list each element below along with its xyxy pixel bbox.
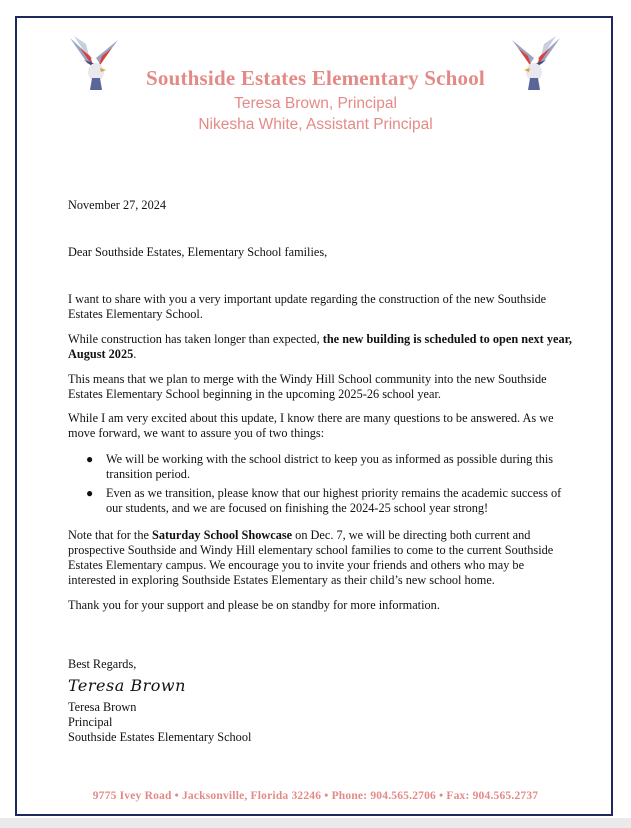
assurance-list: [68, 452, 573, 520]
footer-contact: 9775 Ivey Road • Jacksonville, Florida 32246 • Phone: 904.565.2706 • Fax: 904.565.2737: [92, 790, 539, 802]
list-item: [68, 486, 573, 516]
list-item-text: We will be working with the school district to keep you as informed as possible during this transition period.: [106, 452, 554, 481]
paragraph-showcase-intro: Note that for the: [68, 528, 153, 542]
paragraph-construction-intro: While construction has taken longer than expected,: [68, 332, 323, 346]
showcase-emphasis: Saturday School Showcase: [152, 528, 293, 542]
paragraph-thanks: Thank you for your support and please be on standby for more information.: [68, 598, 440, 612]
signer-name: Teresa Brown: [68, 700, 137, 714]
paragraph-assurance: While I am very excited about this update, I know there are many questions to be answered. As we move forward, we want to assure you of two things:: [68, 411, 554, 440]
bullet-icon: ●: [86, 486, 94, 500]
closing: Best Regards,: [68, 657, 137, 671]
signer-school: Southside Estates Elementary School: [68, 730, 252, 744]
signer-title: Principal: [68, 715, 113, 729]
signature: Teresa Brown: [68, 676, 186, 695]
opening-date-emphasis: the new building is scheduled to open next year, August 2025: [68, 332, 573, 361]
list-item-text: Even as we transition, please know that our highest priority remains the academic success of our students, and we are focused on finishing the 2024-25 school year strong!: [106, 486, 562, 515]
assistant-principal-line: Nikesha White, Assistant Principal: [198, 116, 433, 133]
paragraph-showcase: [68, 528, 573, 588]
paragraph-construction: [68, 332, 573, 362]
paragraph-showcase-body: on Dec. 7, we will be directing both current and prospective Southside and Windy Hill elementary school families to come to the current Southside Estates Elementary campus. We encourage you to invite your friends and others who may be interested in exploring Southside Estates Elementary as their child’s new school home.: [68, 528, 554, 587]
letter-date: November 27, 2024: [68, 198, 167, 212]
paragraph-merge: This means that we plan to merge with the Windy Hill School community into the new Southside Estates Elementary School beginning in the upcoming 2025-26 school year.: [68, 372, 547, 401]
signature-block: [68, 700, 573, 745]
list-item: [68, 452, 573, 482]
window-bottom-strip: [0, 818, 631, 828]
bullet-icon: ●: [86, 452, 94, 466]
paragraph-construction-end: .: [133, 347, 137, 361]
principal-line: Teresa Brown, Principal: [234, 95, 397, 112]
school-name: Southside Estates Elementary School: [146, 66, 485, 90]
paragraph-update: I want to share with you a very important update regarding the construction of the new Southside Estates Elementary School.: [68, 292, 547, 321]
salutation: Dear Southside Estates, Elementary School families,: [68, 245, 328, 259]
